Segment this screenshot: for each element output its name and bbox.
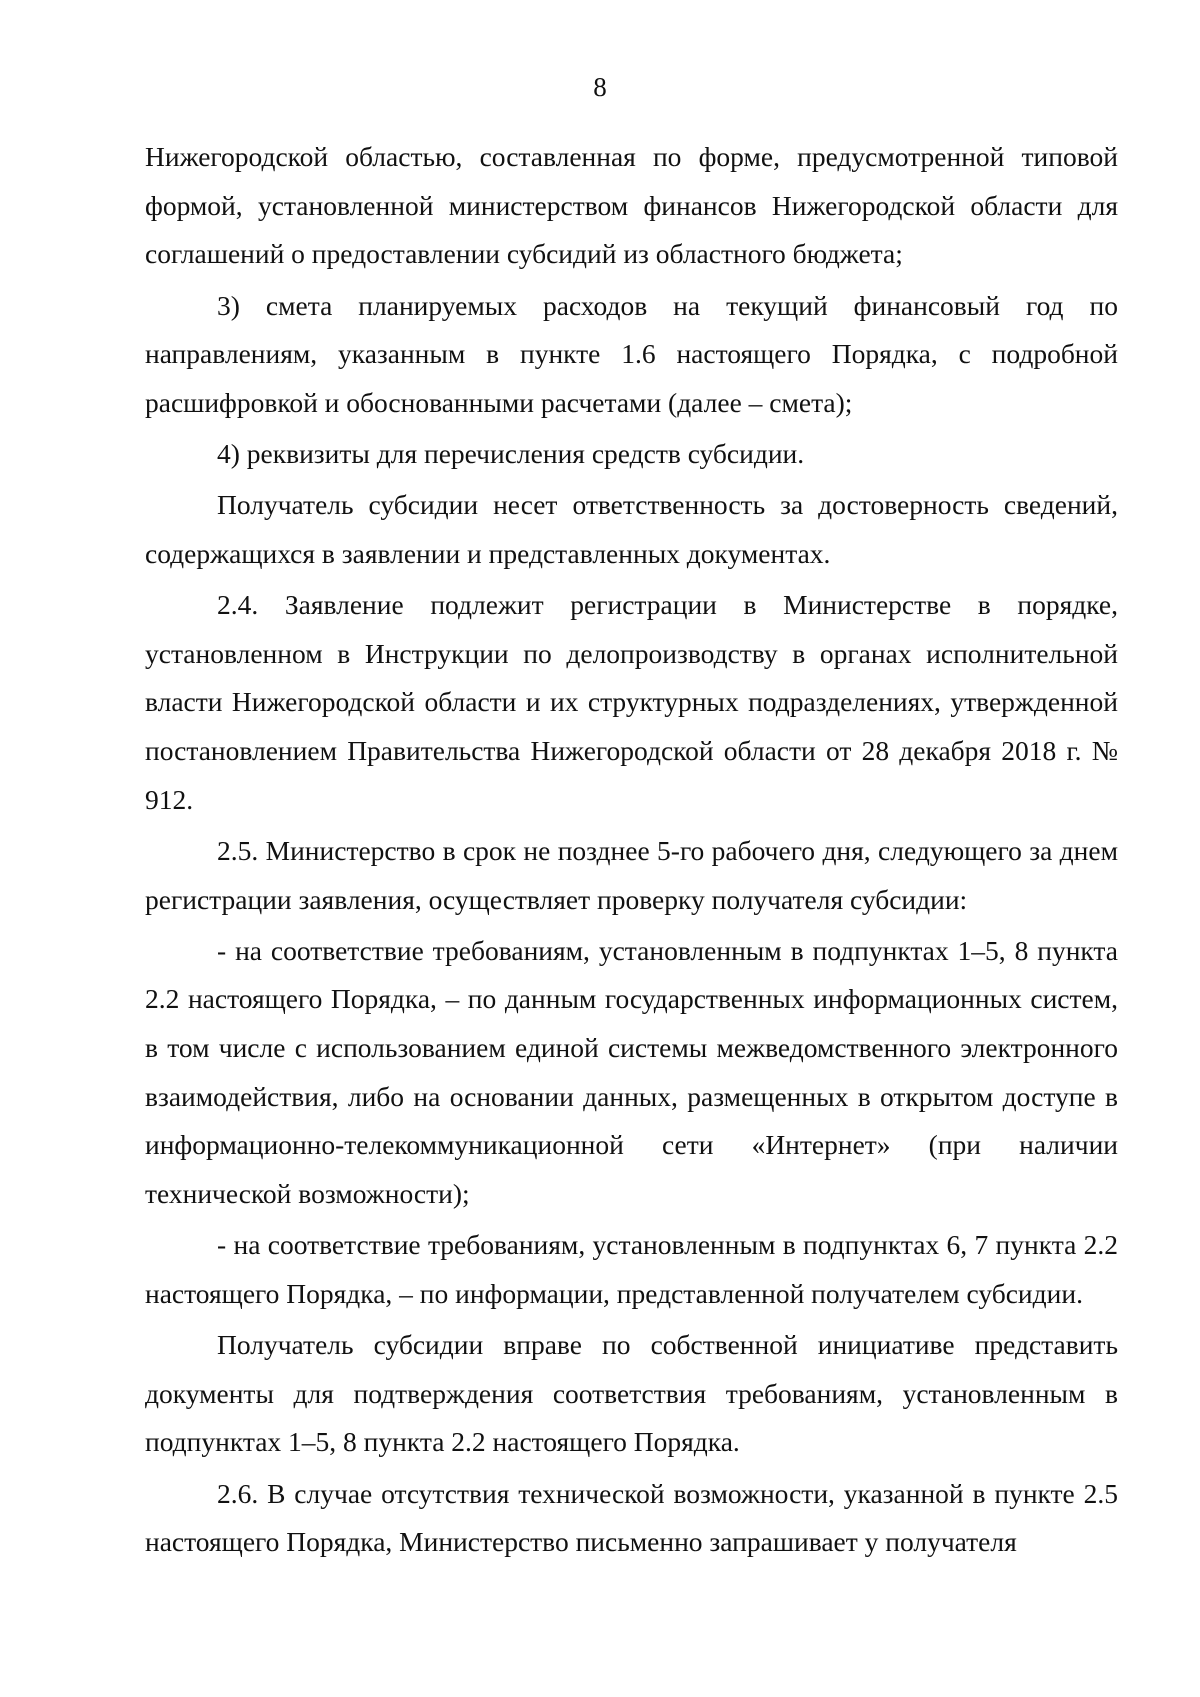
paragraph-item-3-estimate: 3) смета планируемых расходов на текущий финансовый год по направлениям, указанным в пункте 1.6 настоящего Порядка, с подробной расшифровкой и обоснованными расчетами (далее – смета); (145, 289, 1118, 418)
page-number: 8 (593, 72, 607, 102)
paragraph-item-4-requisites: 4) реквизиты для перечисления средств субсидии. (217, 438, 805, 469)
paragraph-recipient-responsibility: Получатель субсидии несет ответственность за достоверность сведений, содержащихся в заявлении и представленных документах. (145, 489, 1118, 569)
paragraph-2-6-no-technical-possibility: 2.6. В случае отсутствия технической возможности, указанной в пункте 2.5 настоящего Порядка, Министерство письменно запрашивает у получателя (145, 1477, 1118, 1558)
paragraph-check-items-6-7: - на соответствие требованиям, установленным в подпунктах 6, 7 пункта 2.2 настоящего Порядка, – по информации, представленной получателем субсидии. (145, 1229, 1118, 1309)
paragraph-2-4-registration: 2.4. Заявление подлежит регистрации в Министерстве в порядке, установленном в Инструкции по делопроизводству в органах исполнительной власти Нижегородской области и их структурных подразделениях, утвержденной постановлением Правительства Нижегородской области от 28 декабря 2018 г. № 912. (145, 588, 1118, 815)
paragraph-continuation: Нижегородской областью, составленная по форме, предусмотренной типовой формой, установленной министерством финансов Нижегородской области для соглашений о предоставлении субсидий из областного бюджета; (145, 141, 1118, 270)
paragraph-recipient-initiative: Получатель субсидии вправе по собственной инициативе представить документы для подтверждения соответствия требованиям, установленным в подпунктах 1–5, 8 пункта 2.2 настоящего Порядка. (145, 1329, 1118, 1458)
paragraph-check-items-1-5-8: - на соответствие требованиям, установленным в подпунктах 1–5, 8 пункта 2.2 настоящего Порядка, – по данным государственных информационных систем, в том числе с использованием единой системы межведомственного электронного взаимодействия, либо на основании данных, размещенных в открытом доступе в информационно-телекоммуникационной сети «Интернет» (при наличии технической возможности); (145, 934, 1118, 1210)
paragraph-2-5-verification: 2.5. Министерство в срок не позднее 5-го рабочего дня, следующего за днем регистрации заявления, осуществляет проверку получателя субсидии: (145, 834, 1118, 915)
document-body (145, 133, 1118, 1569)
